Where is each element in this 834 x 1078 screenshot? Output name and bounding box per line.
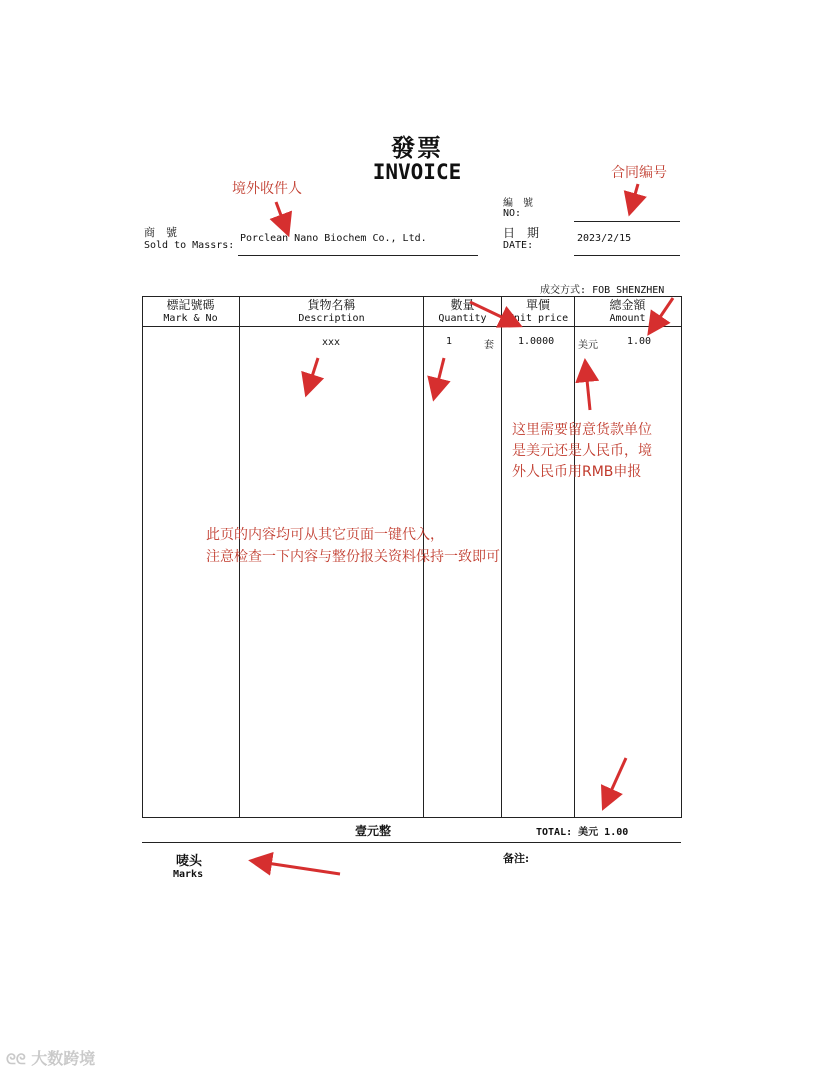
row-amount: 1.00	[627, 336, 652, 347]
arrow-icon	[436, 358, 444, 390]
marks-label-en: Marks	[173, 869, 204, 880]
total-value: 美元 1.00	[578, 827, 629, 838]
watermark-logo-icon: ᘓᘓ	[6, 1052, 26, 1068]
row-unit: 套	[484, 340, 494, 351]
marks-label-cn: 唛头	[176, 854, 203, 869]
column-header-cn: 單價	[525, 298, 550, 312]
annotation-consignee: 境外收件人	[232, 181, 302, 197]
number-label-en: NO:	[503, 208, 522, 219]
amount-in-words: 壹元整	[355, 824, 392, 838]
column-header-cn: 總金額	[609, 298, 646, 312]
date-label-en: DATE:	[503, 240, 534, 251]
annotation-line: 是美元还是人民币，境	[512, 443, 652, 459]
watermark-text: 大数跨境	[31, 1049, 96, 1068]
trade-terms-label: 成交方式:	[540, 285, 587, 296]
number-label-cn: 編 號	[503, 198, 533, 209]
arrow-icon	[654, 298, 673, 326]
arrow-icon	[586, 370, 590, 410]
annotation-contract-no: 合同编号	[611, 165, 667, 181]
sold-to-label-cn: 商 號	[144, 226, 177, 239]
annotation-line: 注意检查一下内容与整份报关资料保持一致即可	[206, 549, 500, 565]
column-header-cn: 標記號碼	[166, 298, 215, 312]
column-header-en: Quantity	[438, 313, 487, 324]
total-label: TOTAL:	[536, 827, 573, 838]
arrow-icon	[260, 862, 340, 874]
annotation-line: 此页的内容均可从其它页面一键代入，	[206, 527, 444, 543]
arrow-icon	[607, 758, 626, 800]
column-header-en: Mark & No	[163, 313, 218, 324]
annotation-line: 这里需要留意货款单位	[512, 422, 652, 438]
column-header-en: Description	[298, 313, 365, 324]
invoice-title-cn: 發票	[391, 133, 443, 162]
annotation-line: 外人民币用RMB申报	[512, 464, 642, 480]
date-value: 2023/2/15	[577, 233, 632, 244]
column-header-en: Amount	[609, 313, 646, 324]
arrow-icon	[309, 358, 318, 386]
watermark	[6, 1046, 95, 1069]
row-description: xxx	[322, 337, 341, 348]
remarks-label: 备注:	[503, 852, 530, 865]
row-currency: 美元	[578, 340, 598, 351]
arrow-icon	[470, 302, 512, 322]
sold-to-label-en: Sold to Massrs:	[144, 240, 235, 251]
trade-terms-value: FOB SHENZHEN	[592, 285, 665, 296]
sold-to-value: Porclean Nano Biochem Co., Ltd.	[240, 233, 427, 244]
invoice-title-en: INVOICE	[372, 160, 462, 184]
date-label-cn: 日 期	[503, 226, 540, 240]
row-unit-price: 1.0000	[518, 336, 555, 347]
column-header-cn: 貨物名稱	[307, 298, 356, 312]
column-header-en: Unit price	[507, 313, 569, 324]
row-quantity: 1	[446, 336, 453, 347]
arrow-icon	[276, 202, 285, 226]
arrow-icon	[632, 184, 638, 205]
column-header-cn: 數量	[450, 298, 475, 312]
